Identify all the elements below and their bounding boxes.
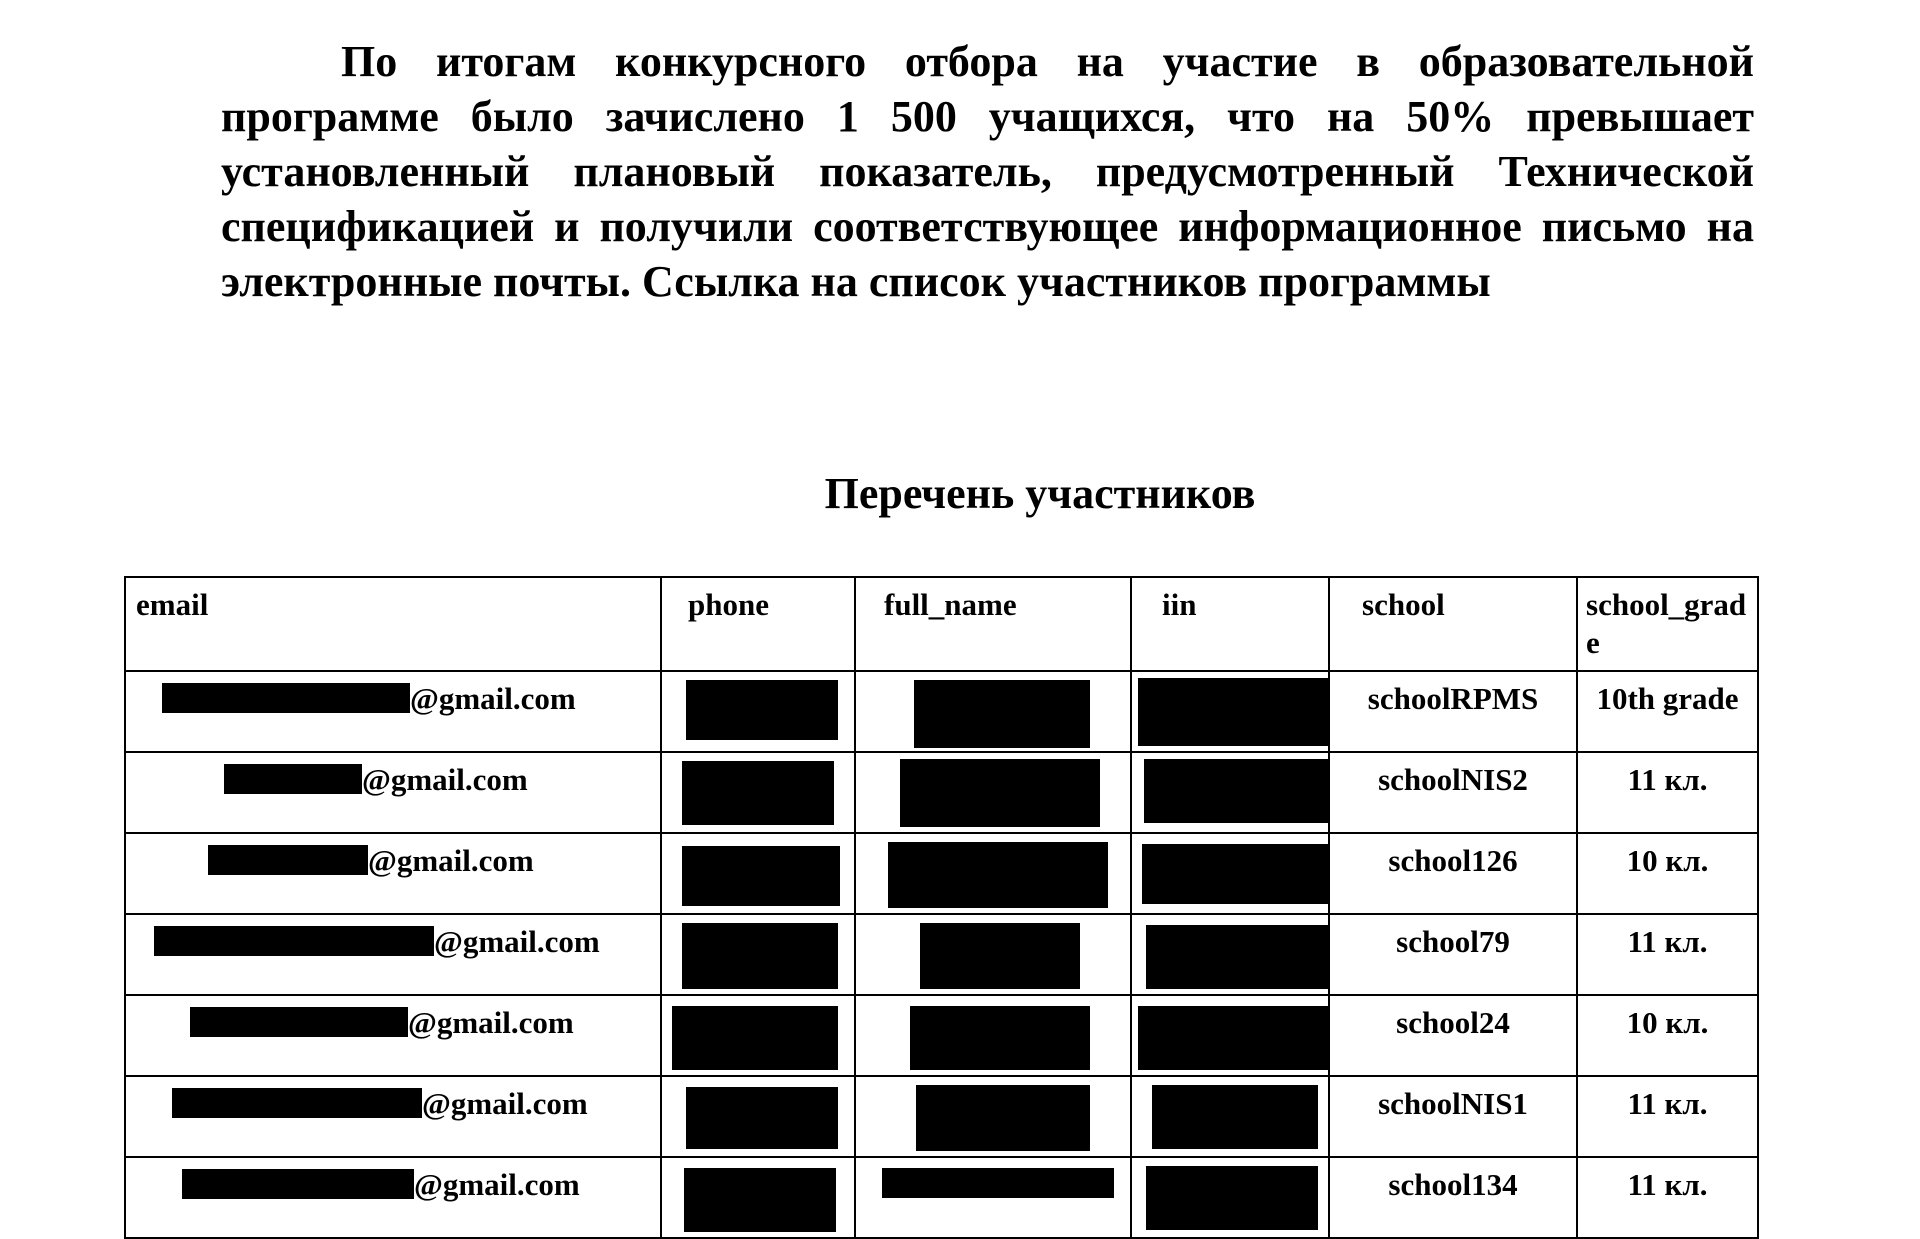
full-name-cell	[855, 1076, 1131, 1157]
header-email: email	[125, 577, 661, 671]
redaction-box	[1146, 925, 1329, 989]
iin-cell	[1131, 1157, 1329, 1238]
redaction-box	[190, 1007, 408, 1037]
redaction-box	[1138, 678, 1329, 746]
table-row	[125, 995, 1758, 1076]
full-name-cell	[855, 995, 1131, 1076]
redaction-box	[686, 680, 838, 740]
email-cell	[125, 671, 661, 752]
email-domain: @gmail.com	[368, 843, 534, 878]
email-cell	[125, 914, 661, 995]
redaction-box	[182, 1169, 414, 1199]
school-cell: schoolNIS2	[1329, 752, 1577, 833]
redaction-box	[162, 683, 410, 713]
iin-cell	[1131, 1076, 1329, 1157]
header-school: school	[1329, 577, 1577, 671]
redaction-box	[888, 842, 1108, 908]
email-domain: @gmail.com	[414, 1167, 580, 1202]
phone-cell	[661, 833, 855, 914]
phone-cell	[661, 1157, 855, 1238]
phone-cell	[661, 1076, 855, 1157]
table-row	[125, 1076, 1758, 1157]
email-cell	[125, 995, 661, 1076]
iin-cell	[1131, 833, 1329, 914]
school-cell: school24	[1329, 995, 1577, 1076]
redaction-box	[682, 846, 840, 906]
redaction-box	[684, 1168, 836, 1232]
intro-paragraph: По итогам конкурсного отбора на участие в образовательной программе было зачислено 1 500 учащихся, что на 50% превышает установленный плановый показатель, предусмотренный Технической спецификацией и получили соответствующее информационное письмо на электронные почты. Ссылка на список участников программы	[221, 37, 1754, 306]
grade-cell: 11 кл.	[1577, 914, 1758, 995]
school-cell: schoolNIS1	[1329, 1076, 1577, 1157]
redaction-box	[916, 1085, 1090, 1151]
redaction-box	[208, 845, 368, 875]
full-name-cell	[855, 1157, 1131, 1238]
redaction-box	[172, 1088, 422, 1118]
email-domain: @gmail.com	[362, 762, 528, 797]
redaction-box	[900, 759, 1100, 827]
participants-table	[124, 576, 1759, 1239]
table-row	[125, 914, 1758, 995]
redaction-box	[224, 764, 362, 794]
table-row	[125, 671, 1758, 752]
table-header-row	[125, 577, 1758, 671]
header-school-grade: school_grade	[1577, 577, 1758, 671]
redaction-box	[154, 926, 434, 956]
grade-cell: 11 кл.	[1577, 752, 1758, 833]
header-full-name: full_name	[855, 577, 1131, 671]
email-cell	[125, 1157, 661, 1238]
email-domain: @gmail.com	[410, 681, 576, 716]
email-domain: @gmail.com	[434, 924, 600, 959]
redaction-box	[910, 1006, 1090, 1070]
email-domain: @gmail.com	[422, 1086, 588, 1121]
iin-cell	[1131, 752, 1329, 833]
redaction-box	[920, 923, 1080, 989]
school-cell: schoolRPMS	[1329, 671, 1577, 752]
header-phone: phone	[661, 577, 855, 671]
school-cell: school79	[1329, 914, 1577, 995]
phone-cell	[661, 752, 855, 833]
redaction-box	[1144, 759, 1329, 823]
redaction-box	[672, 1006, 838, 1070]
iin-cell	[1131, 995, 1329, 1076]
email-domain: @gmail.com	[408, 1005, 574, 1040]
table-row	[125, 1157, 1758, 1238]
redaction-box	[1152, 1085, 1318, 1149]
full-name-cell	[855, 914, 1131, 995]
redaction-box	[682, 761, 834, 825]
phone-cell	[661, 995, 855, 1076]
full-name-cell	[855, 752, 1131, 833]
participants-list-title: Перечень участников	[824, 469, 1256, 518]
school-cell: school126	[1329, 833, 1577, 914]
email-cell	[125, 752, 661, 833]
redaction-box	[914, 680, 1090, 748]
grade-cell: 10 кл.	[1577, 995, 1758, 1076]
table-row	[125, 752, 1758, 833]
redaction-box	[882, 1168, 1114, 1198]
grade-cell: 10th grade	[1577, 671, 1758, 752]
phone-cell	[661, 914, 855, 995]
email-cell	[125, 1076, 661, 1157]
redaction-box	[1142, 844, 1329, 904]
redaction-box	[686, 1087, 838, 1149]
iin-cell	[1131, 671, 1329, 752]
header-iin: iin	[1131, 577, 1329, 671]
email-cell	[125, 833, 661, 914]
school-cell: school134	[1329, 1157, 1577, 1238]
full-name-cell	[855, 671, 1131, 752]
full-name-cell	[855, 833, 1131, 914]
redaction-box	[1138, 1006, 1329, 1070]
redaction-box	[1146, 1166, 1318, 1230]
phone-cell	[661, 671, 855, 752]
table-row	[125, 833, 1758, 914]
grade-cell: 10 кл.	[1577, 833, 1758, 914]
redaction-box	[682, 923, 838, 989]
iin-cell	[1131, 914, 1329, 995]
grade-cell: 11 кл.	[1577, 1157, 1758, 1238]
grade-cell: 11 кл.	[1577, 1076, 1758, 1157]
